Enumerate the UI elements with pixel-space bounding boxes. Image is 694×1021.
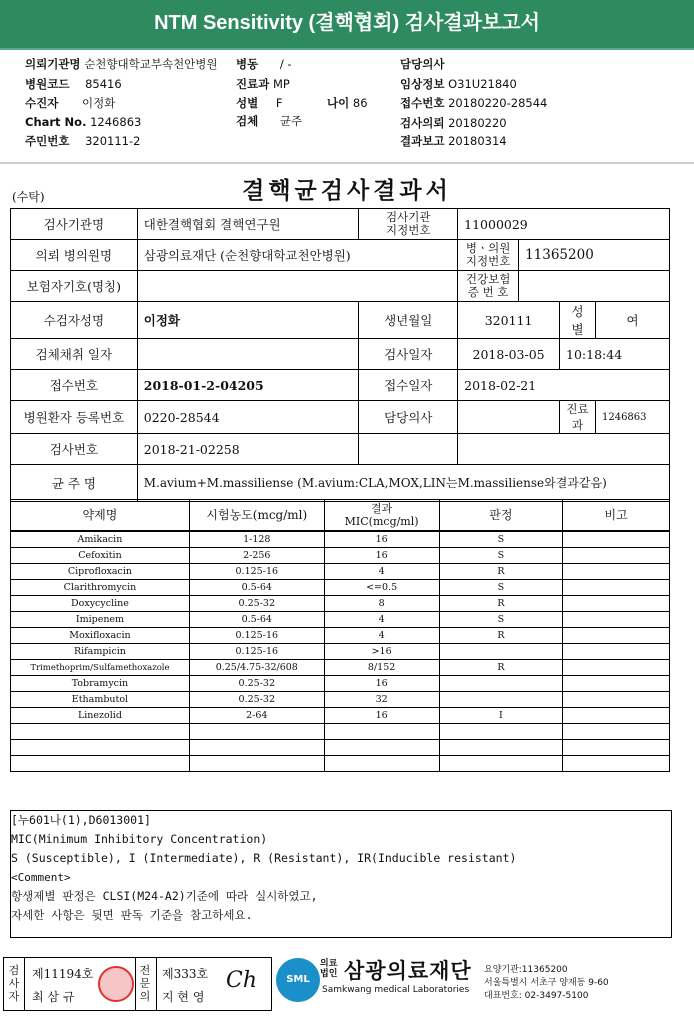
clinic-label: 의뢰 병의원명 bbox=[11, 240, 138, 271]
comment-line: [누601나(1),D6013001] bbox=[11, 813, 151, 827]
mic-result-cell: 16 bbox=[324, 548, 439, 564]
drug-name-cell: Ethambutol bbox=[11, 692, 190, 708]
org-phone: 대표번호: 02-3497-5100 bbox=[484, 991, 589, 1001]
lab-no-label: 검사기관 지정번호 bbox=[359, 209, 458, 240]
birth-value: 320111 bbox=[458, 302, 560, 339]
ward-label: 병동 bbox=[236, 57, 259, 71]
name-label: 수진자 bbox=[25, 96, 59, 110]
judgement-cell bbox=[439, 740, 563, 756]
health-no-value bbox=[519, 271, 670, 302]
org-name: 삼광의료재단 bbox=[344, 959, 472, 983]
test-concentration-cell: 0.25/4.75-32/608 bbox=[189, 660, 324, 676]
mic-result-cell: 16 bbox=[324, 708, 439, 724]
lab-no-value: 11000029 bbox=[458, 209, 670, 240]
drug-name-cell: Imipenem bbox=[11, 612, 190, 628]
note-cell bbox=[563, 628, 670, 644]
chart-label: Chart No. bbox=[25, 115, 87, 129]
note-cell bbox=[563, 596, 670, 612]
test-no-label: 검사번호 bbox=[11, 434, 138, 465]
judgement-cell bbox=[439, 676, 563, 692]
comment-line: MIC(Minimum Inhibitory Concentration) bbox=[11, 832, 268, 846]
table-row bbox=[11, 724, 670, 740]
request-value: 20180220 bbox=[448, 116, 507, 130]
hospital-label: 의뢰기관명 bbox=[25, 57, 81, 71]
table-row bbox=[11, 708, 670, 724]
report-value: 20180314 bbox=[448, 134, 507, 148]
sex-value: F bbox=[275, 96, 283, 110]
table-row bbox=[11, 676, 670, 692]
reg-value: 0220-28544 bbox=[137, 401, 359, 434]
drug-name-cell: Tobramycin bbox=[11, 676, 190, 692]
judgement-cell bbox=[439, 692, 563, 708]
section-divider bbox=[0, 162, 694, 164]
note-cell bbox=[563, 708, 670, 724]
health-no-label: 건강보험 증 번 호 bbox=[458, 271, 519, 302]
judgement-cell bbox=[439, 644, 563, 660]
report-sex-value: 여 bbox=[595, 302, 669, 339]
specimen-value: 균주 bbox=[279, 114, 303, 128]
test-concentration-cell bbox=[189, 724, 324, 740]
patient-value: 이정화 bbox=[137, 302, 359, 339]
conc-header: 시험농도(mcg/ml) bbox=[189, 500, 324, 532]
age-label: 나이 bbox=[327, 96, 350, 110]
mic-result-cell bbox=[324, 724, 439, 740]
test-concentration-cell: 2-64 bbox=[189, 708, 324, 724]
empty-cell bbox=[458, 434, 670, 465]
receipt-date-label: 접수일자 bbox=[359, 370, 458, 401]
judgement-cell: S bbox=[439, 531, 563, 548]
test-no-value: 2018-21-02258 bbox=[137, 434, 359, 465]
reviewer-label: 전문의 bbox=[139, 964, 151, 1003]
test-date-value: 2018-03-05 bbox=[458, 339, 560, 370]
mic-result-cell bbox=[324, 740, 439, 756]
report-label: 결과보고 bbox=[400, 134, 445, 148]
empty-cell bbox=[359, 434, 458, 465]
code-value: 85416 bbox=[85, 77, 122, 91]
note-cell bbox=[563, 564, 670, 580]
judge-header: 판정 bbox=[439, 500, 563, 532]
note-cell bbox=[563, 692, 670, 708]
drug-name-cell: Ciprofloxacin bbox=[11, 564, 190, 580]
drug-name-cell: Amikacin bbox=[11, 531, 190, 548]
test-concentration-cell: 0.125-16 bbox=[189, 628, 324, 644]
report-header-title: NTM Sensitivity (결핵협회) 검사결과보고서 bbox=[0, 0, 694, 48]
drug-name-cell: Trimethoprim/Sulfamethoxazole bbox=[11, 660, 190, 676]
name-value: 이정화 bbox=[81, 96, 116, 110]
mic-result-cell: 4 bbox=[324, 564, 439, 580]
request-label: 검사의뢰 bbox=[400, 116, 445, 130]
clinical-value: O31U21840 bbox=[448, 77, 517, 91]
note-header: 비고 bbox=[563, 500, 670, 532]
tester-name: 최 삼 규 bbox=[32, 990, 75, 1004]
clinic-no-label: 병ㆍ의원 지정번호 bbox=[458, 240, 519, 271]
signature-box bbox=[3, 957, 272, 1011]
table-row bbox=[11, 564, 670, 580]
test-concentration-cell: 0.5-64 bbox=[189, 612, 324, 628]
insured-value bbox=[137, 271, 457, 302]
reviewer-signature-icon: Ch bbox=[226, 968, 258, 993]
drug-table bbox=[10, 499, 670, 772]
reg-label: 병원환자 등록번호 bbox=[11, 401, 138, 434]
test-time-value: 10:18:44 bbox=[560, 339, 670, 370]
table-row bbox=[11, 644, 670, 660]
chart-value: 1246863 bbox=[90, 115, 142, 129]
judgement-cell: S bbox=[439, 548, 563, 564]
org-prefix: 의료 법인 bbox=[320, 959, 338, 979]
comment-line: S (Susceptible), I (Intermediate), R (Resistant), IR(Inducible resistant) bbox=[11, 851, 517, 865]
drug-name-cell: Clarithromycin bbox=[11, 580, 190, 596]
patient-label: 수검자성명 bbox=[11, 302, 138, 339]
code-label: 병원코드 bbox=[25, 77, 70, 91]
age-value: 86 bbox=[352, 96, 368, 110]
table-row bbox=[11, 756, 670, 772]
table-row bbox=[11, 596, 670, 612]
drug-name-cell: Doxycycline bbox=[11, 596, 190, 612]
drug-name-cell: Rifampicin bbox=[11, 644, 190, 660]
org-en: Samkwang medical Laboratories bbox=[322, 985, 470, 995]
test-concentration-cell: 0.25-32 bbox=[189, 692, 324, 708]
lab-value: 대한결핵협회 결핵연구원 bbox=[137, 209, 359, 240]
tester-no: 제11194호 bbox=[32, 967, 94, 981]
ward-value: / - bbox=[279, 57, 292, 71]
table-row bbox=[11, 660, 670, 676]
judgement-cell: R bbox=[439, 628, 563, 644]
comment-line: 항생제별 판정은 CLSI(M24-A2)기준에 따라 실시하였고, bbox=[11, 889, 318, 903]
report-doctor-label: 담당의사 bbox=[359, 401, 458, 434]
test-concentration-cell: 0.5-64 bbox=[189, 580, 324, 596]
judgement-cell: R bbox=[439, 596, 563, 612]
note-cell bbox=[563, 676, 670, 692]
mic-result-cell: 4 bbox=[324, 628, 439, 644]
lab-label: 검사기관명 bbox=[11, 209, 138, 240]
judgement-cell: I bbox=[439, 708, 563, 724]
table-row bbox=[11, 531, 670, 548]
note-cell bbox=[563, 724, 670, 740]
judgement-cell bbox=[439, 724, 563, 740]
mic-result-cell: 4 bbox=[324, 612, 439, 628]
clinic-no-value: 11365200 bbox=[519, 240, 670, 271]
mic-result-cell: >16 bbox=[324, 644, 439, 660]
note-cell bbox=[563, 580, 670, 596]
mic-result-cell bbox=[324, 756, 439, 772]
test-concentration-cell: 2-256 bbox=[189, 548, 324, 564]
collect-value bbox=[137, 339, 359, 370]
drug-name-cell: Moxifloxacin bbox=[11, 628, 190, 644]
report-table bbox=[10, 208, 670, 502]
judgement-cell bbox=[439, 756, 563, 772]
consigned-tag: (수탁) bbox=[12, 190, 45, 204]
drug-header: 약제명 bbox=[11, 500, 190, 532]
report-title: 결핵균검사결과서 bbox=[242, 177, 452, 204]
test-concentration-cell: 0.25-32 bbox=[189, 596, 324, 612]
mic-header: 결과 MIC(mcg/ml) bbox=[324, 500, 439, 532]
receipt-label: 접수번호 bbox=[400, 96, 445, 110]
strain-value: M.avium+M.massiliense (M.avium:CLA,MOX,LIN는M.massiliense와결과같음) bbox=[137, 465, 669, 502]
table-row bbox=[11, 692, 670, 708]
note-cell bbox=[563, 548, 670, 564]
birth-label: 생년월일 bbox=[359, 302, 458, 339]
table-row bbox=[11, 740, 670, 756]
judgement-cell: S bbox=[439, 612, 563, 628]
clinical-label: 임상정보 bbox=[400, 77, 445, 91]
drug-name-cell bbox=[11, 740, 190, 756]
drug-name-cell: Cefoxitin bbox=[11, 548, 190, 564]
note-cell bbox=[563, 660, 670, 676]
mic-result-cell: <=0.5 bbox=[324, 580, 439, 596]
collect-label: 검체채취 일자 bbox=[11, 339, 138, 370]
sex-label: 성별 bbox=[236, 96, 259, 110]
comment-line: 자세한 사항은 뒷면 판독 기준을 참고하세요. bbox=[11, 908, 253, 922]
drug-name-cell bbox=[11, 724, 190, 740]
doctor-label: 담당의사 bbox=[400, 57, 445, 71]
org-address: 서울특별시 서초구 양재동 9-60 bbox=[484, 978, 609, 988]
dept-label: 진료과 bbox=[236, 77, 270, 91]
clinic-value: 삼광의료재단 (순천향대학교천안병원) bbox=[137, 240, 457, 271]
comment-box bbox=[10, 810, 672, 938]
drug-name-cell: Linezolid bbox=[11, 708, 190, 724]
test-concentration-cell bbox=[189, 756, 324, 772]
test-concentration-cell: 0.125-16 bbox=[189, 644, 324, 660]
hospital-row bbox=[25, 56, 218, 72]
receipt-date-value: 2018-02-21 bbox=[458, 370, 670, 401]
hospital-value: 순천향대학교부속천안병원 bbox=[84, 57, 218, 71]
header-divider bbox=[0, 48, 694, 50]
judgement-cell: R bbox=[439, 660, 563, 676]
report-dept-value: 1246863 bbox=[595, 401, 669, 434]
note-cell bbox=[563, 612, 670, 628]
mic-result-cell: 8 bbox=[324, 596, 439, 612]
tester-label: 검사자 bbox=[8, 964, 20, 1003]
reviewer-no: 제333호 bbox=[162, 967, 209, 981]
table-row bbox=[11, 612, 670, 628]
table-row bbox=[11, 628, 670, 644]
org-code: 요양기관:11365200 bbox=[484, 965, 568, 975]
mic-result-cell: 16 bbox=[324, 676, 439, 692]
note-cell bbox=[563, 740, 670, 756]
receipt-value: 20180220-28544 bbox=[448, 96, 548, 110]
table-row bbox=[11, 548, 670, 564]
id-label: 주민번호 bbox=[25, 134, 70, 148]
comment-line: <Comment> bbox=[11, 871, 71, 884]
note-cell bbox=[563, 756, 670, 772]
note-cell bbox=[563, 644, 670, 660]
test-concentration-cell: 0.25-32 bbox=[189, 676, 324, 692]
id-value: 320111-2 bbox=[85, 134, 141, 148]
report-doctor-value bbox=[458, 401, 560, 434]
table-row bbox=[11, 580, 670, 596]
test-concentration-cell: 0.125-16 bbox=[189, 564, 324, 580]
report-dept-label: 진료과 bbox=[560, 401, 596, 434]
report-sex-label: 성별 bbox=[560, 302, 596, 339]
mic-result-cell: 32 bbox=[324, 692, 439, 708]
note-cell bbox=[563, 531, 670, 548]
specimen-label: 검체 bbox=[236, 114, 259, 128]
insured-label: 보험자기호(명칭) bbox=[11, 271, 138, 302]
judgement-cell: R bbox=[439, 564, 563, 580]
test-concentration-cell bbox=[189, 740, 324, 756]
mic-result-cell: 16 bbox=[324, 531, 439, 548]
reviewer-name: 지 현 영 bbox=[162, 990, 205, 1004]
receipt-no-label: 접수번호 bbox=[11, 370, 138, 401]
receipt-no-value: 2018-01-2-04205 bbox=[137, 370, 359, 401]
drug-name-cell bbox=[11, 756, 190, 772]
judgement-cell: S bbox=[439, 580, 563, 596]
test-concentration-cell: 1-128 bbox=[189, 531, 324, 548]
sml-logo-icon: SML bbox=[276, 958, 320, 1002]
tester-seal-icon bbox=[98, 966, 134, 1002]
mic-result-cell: 8/152 bbox=[324, 660, 439, 676]
test-date-label: 검사일자 bbox=[359, 339, 458, 370]
strain-label: 균 주 명 bbox=[11, 465, 138, 502]
dept-value: MP bbox=[272, 77, 290, 91]
